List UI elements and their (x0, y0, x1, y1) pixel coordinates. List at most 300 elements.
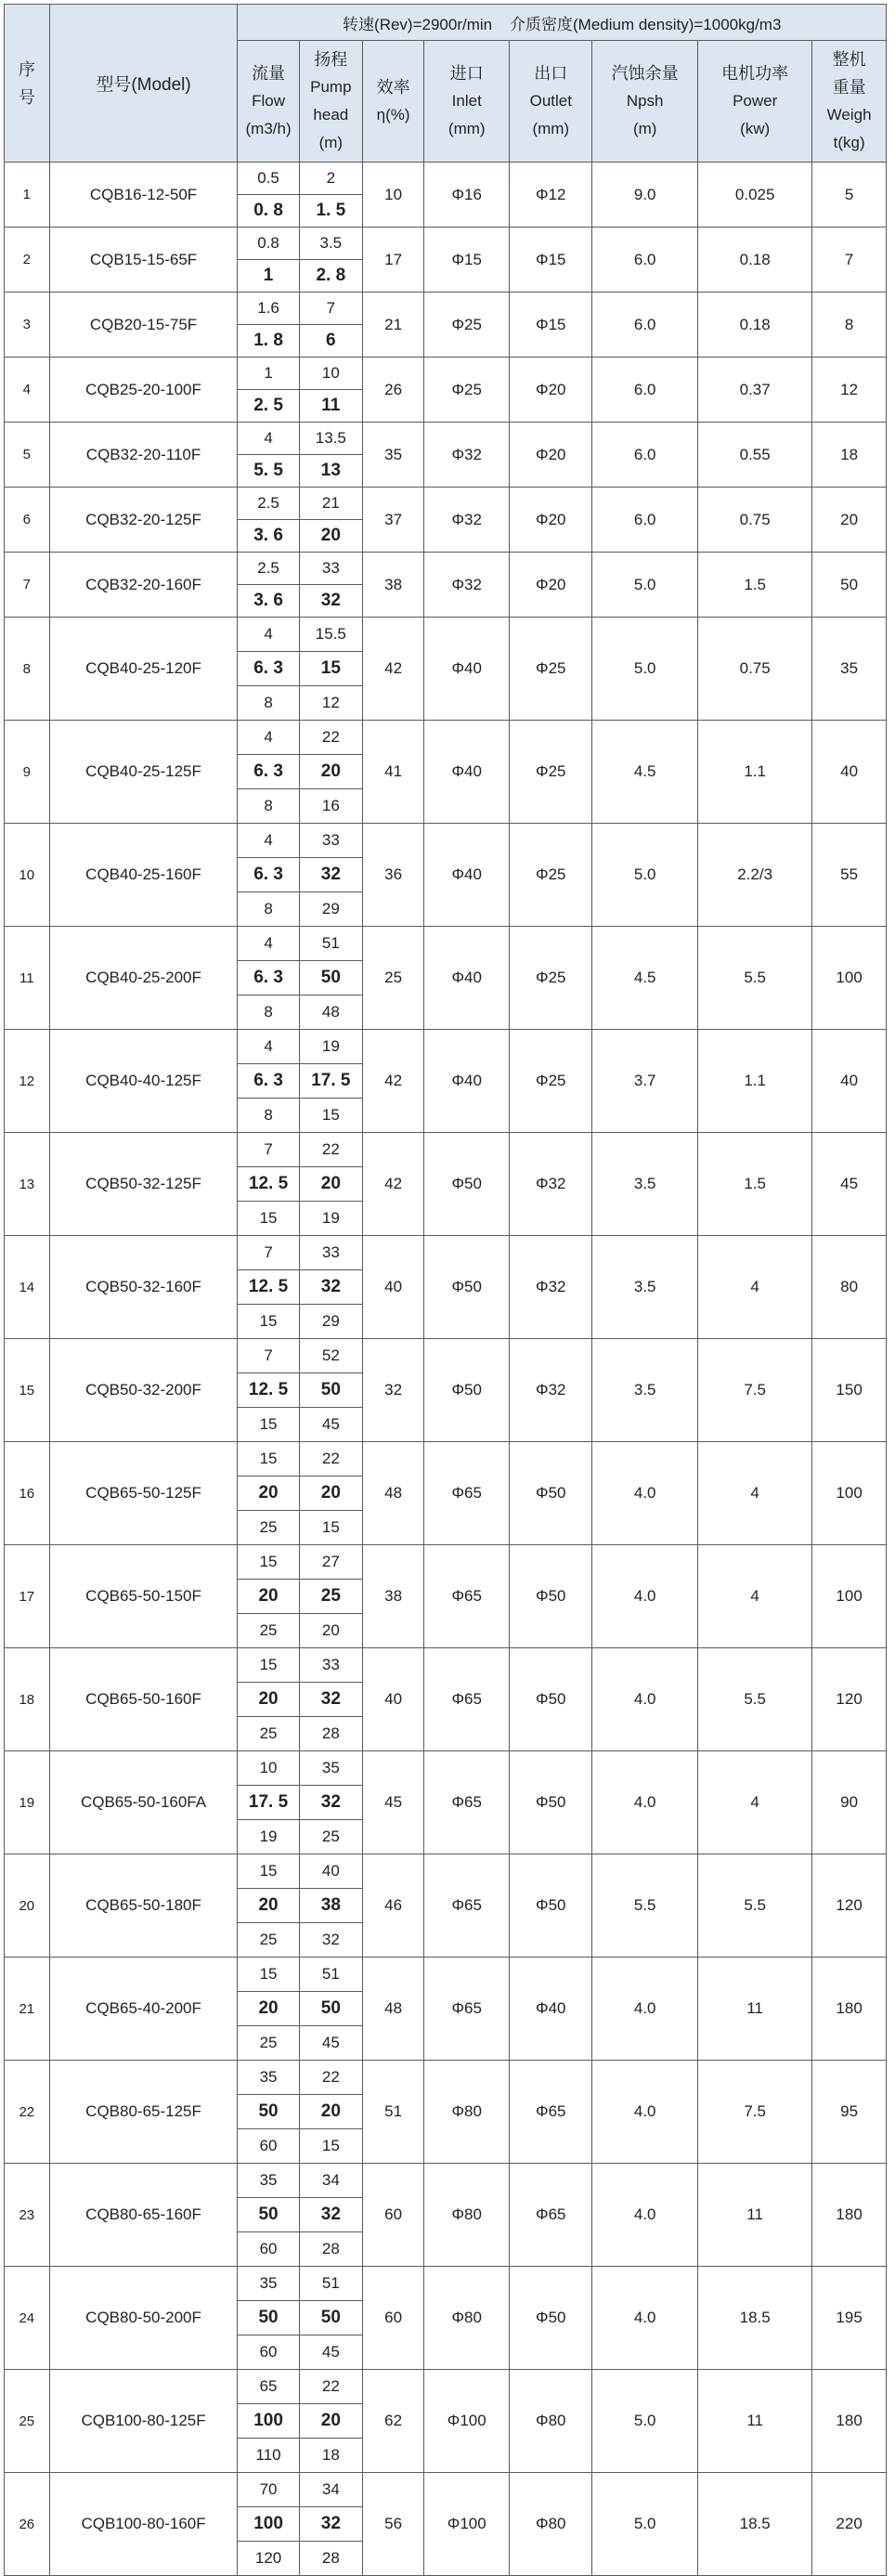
flow-cell: 2.5 (238, 553, 299, 585)
outlet-cell: Φ50 (510, 1545, 592, 1648)
table-row (5, 2164, 887, 2198)
flow-cell: 60 (238, 2335, 299, 2370)
header-npsh-line: (m) (632, 120, 657, 137)
head-cell: 19 (299, 1030, 362, 1064)
flow-cell: 35 (238, 2061, 299, 2095)
npsh-cell: 4.0 (592, 1751, 698, 1854)
outlet-cell: Φ20 (510, 358, 592, 423)
head-cell: 10 (299, 358, 362, 390)
efficiency-cell: 45 (362, 1751, 423, 1854)
head-cell: 45 (299, 2335, 362, 2370)
inlet-cell: Φ40 (424, 721, 510, 824)
header-head-line: Pump (310, 78, 352, 96)
outlet-cell: Φ50 (510, 1751, 592, 1854)
row-number: 12 (5, 1030, 50, 1133)
inlet-cell: Φ25 (424, 293, 510, 358)
efficiency-cell: 26 (362, 358, 423, 423)
npsh-cell: 4.5 (592, 721, 698, 824)
table-row (5, 2061, 887, 2095)
npsh-cell: 5.0 (592, 2370, 698, 2473)
inlet-cell: Φ32 (424, 423, 510, 488)
weight-cell: 120 (812, 1648, 887, 1751)
flow-cell: 4 (238, 423, 299, 455)
outlet-cell: Φ32 (510, 1236, 592, 1339)
power-cell: 5.5 (698, 1648, 812, 1751)
outlet-cell: Φ50 (510, 1648, 592, 1751)
model-cell: CQB50-32-125F (49, 1133, 238, 1236)
head-cell: 3.5 (299, 228, 362, 260)
power-cell: 1.1 (698, 1030, 812, 1133)
header-weight (812, 41, 887, 163)
head-cell: 16 (299, 789, 362, 824)
head-cell: 2. 8 (299, 260, 362, 293)
header-model (49, 5, 238, 163)
header-weight-line: 整机 (832, 50, 866, 69)
npsh-cell: 6.0 (592, 228, 698, 293)
flow-cell: 25 (238, 2026, 299, 2061)
header-flow-line: (m3/h) (245, 120, 292, 137)
inlet-cell: Φ100 (424, 2473, 510, 2576)
weight-cell: 100 (812, 927, 887, 1030)
head-cell: 22 (299, 721, 362, 755)
inlet-cell: Φ50 (424, 1133, 510, 1236)
model-cell: CQB65-50-180F (49, 1854, 238, 1958)
flow-cell: 1. 8 (238, 325, 299, 358)
head-cell: 32 (299, 1786, 362, 1820)
header-inlet-line: 进口 (449, 64, 484, 83)
npsh-cell: 4.0 (592, 1958, 698, 2061)
outlet-cell: Φ50 (510, 1854, 592, 1958)
npsh-cell: 4.0 (592, 2267, 698, 2370)
outlet-cell: Φ25 (510, 1030, 592, 1133)
model-cell: CQB80-65-160F (49, 2164, 238, 2267)
row-number: 7 (5, 553, 50, 618)
table-row (5, 553, 887, 585)
head-cell: 28 (299, 2232, 362, 2267)
row-number: 6 (5, 488, 50, 553)
table-row (5, 1339, 887, 1373)
weight-cell: 100 (812, 1545, 887, 1648)
table-body (5, 163, 887, 2576)
head-cell: 29 (299, 1305, 362, 1339)
row-number: 21 (5, 1958, 50, 2061)
header-head-line: (m) (318, 134, 344, 151)
header-inlet-line: Inlet (451, 92, 482, 110)
inlet-cell: Φ65 (424, 1442, 510, 1545)
head-cell: 18 (299, 2439, 362, 2473)
flow-cell: 2.5 (238, 488, 299, 520)
inlet-cell: Φ100 (424, 2370, 510, 2473)
flow-cell: 60 (238, 2232, 299, 2267)
flow-cell: 0.8 (238, 228, 299, 260)
flow-cell: 6. 3 (238, 1064, 299, 1099)
table-row (5, 721, 887, 755)
power-cell: 18.5 (698, 2267, 812, 2370)
power-cell: 2.2/3 (698, 824, 812, 927)
efficiency-cell: 41 (362, 721, 423, 824)
efficiency-cell: 36 (362, 824, 423, 927)
table-row (5, 1133, 887, 1167)
inlet-cell: Φ50 (424, 1236, 510, 1339)
inlet-cell: Φ80 (424, 2267, 510, 2370)
power-cell: 4 (698, 1751, 812, 1854)
inlet-cell: Φ65 (424, 1545, 510, 1648)
header-outlet-line: 出口 (534, 64, 568, 83)
head-cell: 22 (299, 2061, 362, 2095)
power-cell: 18.5 (698, 2473, 812, 2576)
row-number: 22 (5, 2061, 50, 2164)
flow-cell: 7 (238, 1236, 299, 1270)
head-cell: 52 (299, 1339, 362, 1373)
npsh-cell: 5.5 (592, 1854, 698, 1958)
efficiency-cell: 48 (362, 1958, 423, 2061)
flow-cell: 50 (238, 2301, 299, 2335)
flow-cell: 19 (238, 1820, 299, 1854)
npsh-cell: 9.0 (592, 163, 698, 228)
flow-cell: 4 (238, 1030, 299, 1064)
npsh-cell: 4.0 (592, 2061, 698, 2164)
table-row (5, 1442, 887, 1477)
model-cell: CQB15-15-65F (49, 228, 238, 293)
efficiency-cell: 17 (362, 228, 423, 293)
flow-cell: 0.5 (238, 163, 299, 195)
head-cell: 50 (299, 961, 362, 995)
outlet-cell: Φ20 (510, 423, 592, 488)
flow-cell: 120 (238, 2542, 299, 2576)
outlet-cell: Φ25 (510, 618, 592, 721)
header-npsh-line: Npsh (626, 92, 664, 110)
power-cell: 0.37 (698, 358, 812, 423)
efficiency-cell: 40 (362, 1648, 423, 1751)
power-cell: 5.5 (698, 1854, 812, 1958)
header-weight-line: 重量 (832, 78, 866, 97)
header-outlet (510, 41, 592, 163)
header-power-line: (kw) (740, 120, 771, 137)
header-eff (362, 41, 423, 163)
flow-cell: 50 (238, 2198, 299, 2232)
header-weight-line: Weigh (826, 106, 872, 124)
header-power (698, 41, 812, 163)
head-cell: 22 (299, 2370, 362, 2404)
model-cell: CQB50-32-200F (49, 1339, 238, 1442)
head-cell: 48 (299, 995, 362, 1030)
row-number: 18 (5, 1648, 50, 1751)
npsh-cell: 3.5 (592, 1236, 698, 1339)
weight-cell: 45 (812, 1133, 887, 1236)
outlet-cell: Φ20 (510, 488, 592, 553)
flow-cell: 50 (238, 2095, 299, 2129)
table-row (5, 1648, 887, 1683)
power-cell: 0.025 (698, 163, 812, 228)
head-cell: 51 (299, 2267, 362, 2301)
table-row (5, 1545, 887, 1580)
head-cell: 15 (299, 652, 362, 686)
flow-cell: 7 (238, 1133, 299, 1167)
head-cell: 22 (299, 1442, 362, 1477)
inlet-cell: Φ65 (424, 1854, 510, 1958)
weight-cell: 18 (812, 423, 887, 488)
flow-cell: 6. 3 (238, 961, 299, 995)
inlet-cell: Φ40 (424, 927, 510, 1030)
power-cell: 7.5 (698, 1339, 812, 1442)
flow-cell: 0. 8 (238, 195, 299, 228)
power-cell: 0.75 (698, 618, 812, 721)
head-cell: 20 (299, 2404, 362, 2439)
head-cell: 32 (299, 2507, 362, 2542)
pump-performance-table (4, 4, 887, 2576)
head-cell: 22 (299, 1133, 362, 1167)
table-row (5, 1236, 887, 1270)
power-cell: 1.1 (698, 721, 812, 824)
row-number: 3 (5, 293, 50, 358)
head-cell: 28 (299, 1717, 362, 1751)
header-eff-line: η(%) (376, 106, 410, 124)
efficiency-cell: 37 (362, 488, 423, 553)
head-cell: 32 (299, 858, 362, 892)
table-row (5, 824, 887, 858)
outlet-cell: Φ15 (510, 293, 592, 358)
flow-cell: 60 (238, 2129, 299, 2164)
efficiency-cell: 60 (362, 2164, 423, 2267)
efficiency-cell: 32 (362, 1339, 423, 1442)
row-number: 5 (5, 423, 50, 488)
flow-cell: 20 (238, 1889, 299, 1923)
outlet-cell: Φ50 (510, 1442, 592, 1545)
flow-cell: 15 (238, 1854, 299, 1889)
weight-cell: 40 (812, 721, 887, 824)
efficiency-cell: 42 (362, 1030, 423, 1133)
flow-cell: 15 (238, 1408, 299, 1442)
row-number: 17 (5, 1545, 50, 1648)
header-inlet-line: (mm) (448, 120, 486, 137)
row-number: 15 (5, 1339, 50, 1442)
row-number: 23 (5, 2164, 50, 2267)
model-cell: CQB25-20-100F (49, 358, 238, 423)
weight-cell: 55 (812, 824, 887, 927)
row-number: 9 (5, 721, 50, 824)
weight-cell: 40 (812, 1030, 887, 1133)
header-outlet-line: Outlet (529, 92, 572, 110)
head-cell: 6 (299, 325, 362, 358)
model-cell: CQB65-50-160FA (49, 1751, 238, 1854)
inlet-cell: Φ15 (424, 228, 510, 293)
table-row (5, 2267, 887, 2301)
table-row (5, 1854, 887, 1889)
outlet-cell: Φ25 (510, 927, 592, 1030)
npsh-cell: 6.0 (592, 358, 698, 423)
row-number: 24 (5, 2267, 50, 2370)
inlet-cell: Φ32 (424, 553, 510, 618)
flow-cell: 20 (238, 1683, 299, 1717)
weight-cell: 180 (812, 1958, 887, 2061)
power-cell: 7.5 (698, 2061, 812, 2164)
head-cell: 51 (299, 1958, 362, 1992)
flow-cell: 110 (238, 2439, 299, 2473)
weight-cell: 8 (812, 293, 887, 358)
flow-cell: 20 (238, 1580, 299, 1614)
header-model-label: 型号(Model) (96, 75, 191, 95)
head-cell: 7 (299, 293, 362, 325)
flow-cell: 25 (238, 1717, 299, 1751)
table-row (5, 488, 887, 520)
row-number: 13 (5, 1133, 50, 1236)
flow-cell: 100 (238, 2507, 299, 2542)
table-row (5, 1958, 887, 1992)
flow-cell: 25 (238, 1923, 299, 1958)
flow-cell: 12. 5 (238, 1373, 299, 1408)
table-row (5, 927, 887, 961)
outlet-cell: Φ80 (510, 2370, 592, 2473)
power-cell: 4 (698, 1236, 812, 1339)
efficiency-cell: 62 (362, 2370, 423, 2473)
inlet-cell: Φ50 (424, 1339, 510, 1442)
weight-cell: 5 (812, 163, 887, 228)
efficiency-cell: 60 (362, 2267, 423, 2370)
flow-cell: 15 (238, 1442, 299, 1477)
head-cell: 15.5 (299, 618, 362, 652)
weight-cell: 95 (812, 2061, 887, 2164)
head-cell: 21 (299, 488, 362, 520)
head-cell: 32 (299, 1270, 362, 1305)
head-cell: 50 (299, 1373, 362, 1408)
head-cell: 32 (299, 2198, 362, 2232)
power-cell: 4 (698, 1545, 812, 1648)
efficiency-cell: 40 (362, 1236, 423, 1339)
inlet-cell: Φ32 (424, 488, 510, 553)
row-number: 20 (5, 1854, 50, 1958)
model-cell: CQB40-25-160F (49, 824, 238, 927)
head-cell: 11 (299, 390, 362, 423)
header-npsh-line: 汽蚀余量 (611, 64, 679, 83)
model-cell: CQB100-80-160F (49, 2473, 238, 2576)
model-cell: CQB100-80-125F (49, 2370, 238, 2473)
weight-cell: 50 (812, 553, 887, 618)
head-cell: 13 (299, 455, 362, 488)
efficiency-cell: 35 (362, 423, 423, 488)
inlet-cell: Φ65 (424, 1648, 510, 1751)
head-cell: 50 (299, 2301, 362, 2335)
flow-cell: 4 (238, 927, 299, 961)
weight-cell: 220 (812, 2473, 887, 2576)
model-cell: CQB40-40-125F (49, 1030, 238, 1133)
head-cell: 20 (299, 1614, 362, 1648)
table-row (5, 2370, 887, 2404)
npsh-cell: 4.5 (592, 927, 698, 1030)
outlet-cell: Φ25 (510, 721, 592, 824)
inlet-cell: Φ25 (424, 358, 510, 423)
head-cell: 32 (299, 1923, 362, 1958)
row-number: 11 (5, 927, 50, 1030)
header-outlet-line: (mm) (532, 120, 570, 137)
weight-cell: 100 (812, 1442, 887, 1545)
row-number: 19 (5, 1751, 50, 1854)
head-cell: 40 (299, 1854, 362, 1889)
flow-cell: 1 (238, 260, 299, 293)
outlet-cell: Φ40 (510, 1958, 592, 2061)
weight-cell: 120 (812, 1854, 887, 1958)
row-number: 26 (5, 2473, 50, 2576)
head-cell: 32 (299, 585, 362, 618)
flow-cell: 100 (238, 2404, 299, 2439)
inlet-cell: Φ65 (424, 1751, 510, 1854)
head-cell: 34 (299, 2164, 362, 2198)
efficiency-cell: 42 (362, 1133, 423, 1236)
flow-cell: 15 (238, 1545, 299, 1580)
outlet-cell: Φ25 (510, 824, 592, 927)
outlet-cell: Φ20 (510, 553, 592, 618)
head-cell: 25 (299, 1580, 362, 1614)
header-head (299, 41, 362, 163)
outlet-cell: Φ12 (510, 163, 592, 228)
head-cell: 15 (299, 2129, 362, 2164)
table-row (5, 293, 887, 325)
power-cell: 11 (698, 2370, 812, 2473)
head-cell: 50 (299, 1992, 362, 2026)
header-flow-line: Flow (252, 92, 286, 110)
model-cell: CQB50-32-160F (49, 1236, 238, 1339)
flow-cell: 10 (238, 1751, 299, 1786)
head-cell: 17. 5 (299, 1064, 362, 1099)
flow-cell: 20 (238, 1477, 299, 1511)
flow-cell: 7 (238, 1339, 299, 1373)
npsh-cell: 4.0 (592, 1648, 698, 1751)
head-cell: 33 (299, 824, 362, 858)
head-cell: 20 (299, 2095, 362, 2129)
head-cell: 1. 5 (299, 195, 362, 228)
outlet-cell: Φ50 (510, 2267, 592, 2370)
flow-cell: 4 (238, 721, 299, 755)
npsh-cell: 6.0 (592, 293, 698, 358)
head-cell: 20 (299, 1167, 362, 1202)
outlet-cell: Φ32 (510, 1339, 592, 1442)
model-cell: CQB32-20-160F (49, 553, 238, 618)
inlet-cell: Φ40 (424, 824, 510, 927)
table-row (5, 2473, 887, 2507)
head-cell: 34 (299, 2473, 362, 2507)
row-number: 1 (5, 163, 50, 228)
head-cell: 13.5 (299, 423, 362, 455)
header-seq-line: 号 (18, 87, 35, 107)
efficiency-cell: 38 (362, 553, 423, 618)
head-cell: 45 (299, 2026, 362, 2061)
flow-cell: 1 (238, 358, 299, 390)
table-row (5, 228, 887, 260)
head-cell: 45 (299, 1408, 362, 1442)
flow-cell: 4 (238, 618, 299, 652)
power-cell: 0.18 (698, 293, 812, 358)
npsh-cell: 5.0 (592, 618, 698, 721)
flow-cell: 8 (238, 995, 299, 1030)
table-row (5, 1751, 887, 1786)
flow-cell: 25 (238, 1511, 299, 1545)
weight-cell: 20 (812, 488, 887, 553)
model-cell: CQB40-25-200F (49, 927, 238, 1030)
npsh-cell: 5.0 (592, 553, 698, 618)
flow-cell: 4 (238, 824, 299, 858)
head-cell: 15 (299, 1511, 362, 1545)
inlet-cell: Φ40 (424, 618, 510, 721)
efficiency-cell: 10 (362, 163, 423, 228)
flow-cell: 1.6 (238, 293, 299, 325)
weight-cell: 35 (812, 618, 887, 721)
inlet-cell: Φ16 (424, 163, 510, 228)
model-cell: CQB80-50-200F (49, 2267, 238, 2370)
flow-cell: 35 (238, 2164, 299, 2198)
npsh-cell: 3.5 (592, 1339, 698, 1442)
flow-cell: 8 (238, 892, 299, 927)
head-cell: 25 (299, 1820, 362, 1854)
weight-cell: 150 (812, 1339, 887, 1442)
